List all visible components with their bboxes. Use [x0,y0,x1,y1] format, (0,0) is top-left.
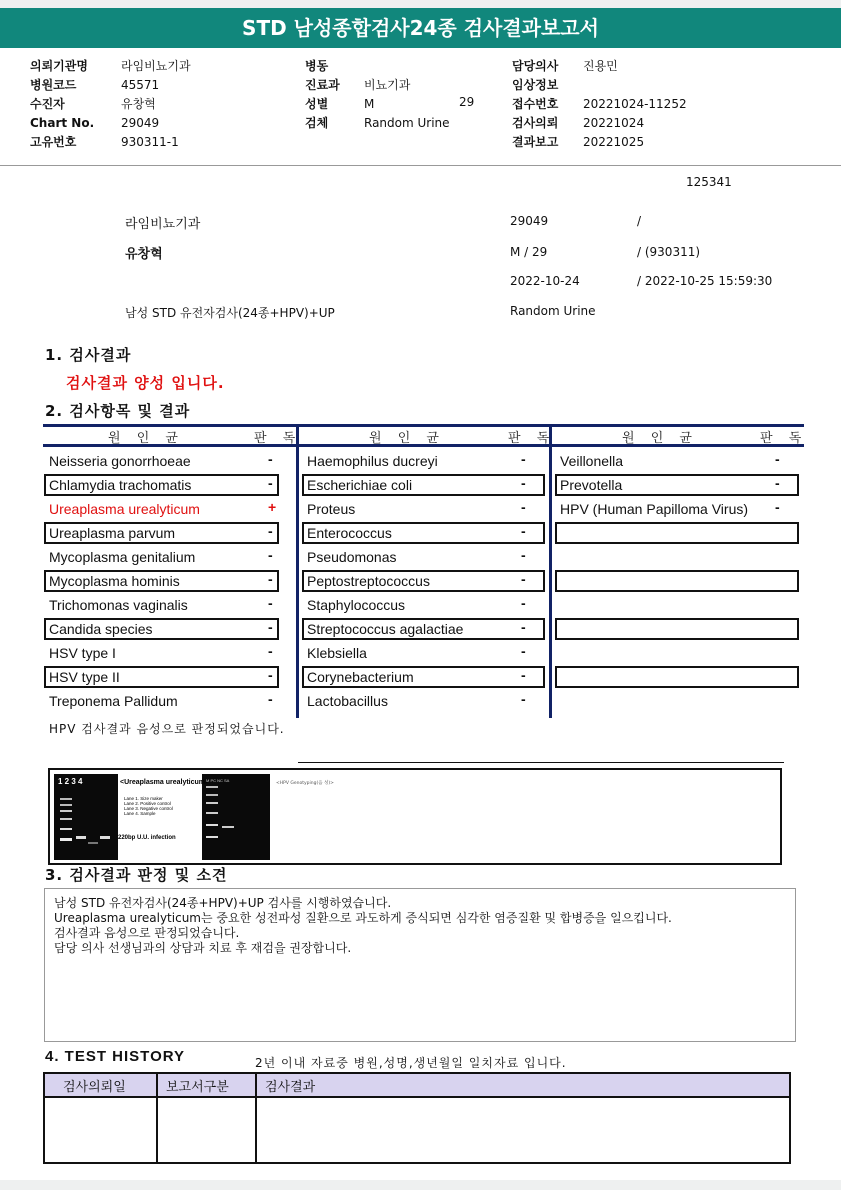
gel-lanes2-label: M PC NC SA [206,778,230,783]
label-specimen: 검체 [305,116,329,130]
pathogen-name: Lactobacillus [307,693,388,709]
label-sex: 성별 [305,97,329,111]
value-specimen: Random Urine [364,116,450,130]
result-negative: - [775,499,780,515]
history-col-request-date: 검사의뢰일 [44,1073,157,1097]
comment-line-2: Ureaplasma urealyticum는 중요한 성전파성 질환으로 과도하게 증식되면 심각한 염증질환 및 합병증을 일으킵니다. [54,911,672,925]
pathogen-name: Neisseria gonorrhoeae [49,453,191,469]
row-frame [555,666,799,688]
result-negative: - [268,523,273,539]
section2-heading: 2. 검사항목 및 결과 [45,402,191,420]
value-receipt-no: 20221024-11252 [583,97,687,111]
result-negative: - [268,595,273,611]
comment-box [44,888,796,1042]
result-negative: - [521,643,526,659]
label-patient: 수진자 [30,97,65,111]
column-divider-2 [549,424,552,718]
pathogen-name: Klebsiella [307,645,367,661]
gel-band-label: 220bp U.U. infection [118,835,176,841]
history-col-result: 검사결과 [256,1073,790,1097]
summary-report-datetime: / 2022-10-25 15:59:30 [637,274,773,288]
value-request-date: 20221024 [583,116,645,130]
section1-heading: 1. 검사결과 [45,346,132,364]
label-unique-id: 고유번호 [30,135,77,149]
summary-test-name: 남성 STD 유전자검사(24종+HPV)+UP [125,306,335,320]
pathogen-name: Pseudomonas [307,549,397,565]
value-ward [364,57,450,76]
result-negative: - [521,499,526,515]
pathogen-name: Mycoplasma hominis [49,573,180,589]
result-negative: - [268,619,273,635]
gel-hpv-label: <HPV Genotyping(음 성)> [276,781,334,786]
result-negative: - [521,475,526,491]
gel-panel-1 [54,774,118,860]
label-ward: 병동 [305,59,329,73]
gel-electrophoresis-image [48,768,782,865]
section4-note: 2년 이내 자료중 병원,성명,생년월일 일치자료 입니다. [255,1056,567,1070]
column-divider-1 [296,424,299,718]
section3-heading: 3. 검사결과 판정 및 소견 [45,866,228,884]
gel-image-svg [54,774,778,862]
history-cell [256,1097,790,1163]
col3-header-name: 원 인 균 [622,431,698,446]
pathogen-name: Candida species [49,621,153,637]
result-negative: - [268,451,273,467]
label-clinic: 의뢰기관명 [30,59,88,73]
value-doctor: 진용민 [583,59,618,73]
value-clinical-info [583,76,687,95]
pathogen-name: Mycoplasma genitalium [49,549,196,565]
row-frame [555,522,799,544]
history-col-report-type: 보고서구분 [157,1073,256,1097]
summary-chart: 29049 [510,214,549,228]
label-chart: Chart No. [30,116,95,130]
label-clinical-info: 임상정보 [512,78,559,92]
value-chart: 29049 [121,116,160,130]
value-sex: M [364,97,375,111]
label-report-date: 결과보고 [512,135,559,149]
header-col3-labels [512,57,558,152]
test-history-table [43,1072,791,1164]
result-negative: - [521,571,526,587]
header-col3-values [583,57,687,152]
pathogen-name: Trichomonas vaginalis [49,597,188,613]
result-negative: - [268,643,273,659]
pathogen-name: Prevotella [560,477,623,493]
col2-header-result: 판 독 [508,431,556,446]
pathogen-name: Streptococcus agalactiae [307,621,464,637]
gel-legend-2: Lane 2. Positive control [124,801,171,806]
pathogen-name: Corynebacterium [307,669,414,685]
value-unique-id: 930311-1 [121,135,179,149]
pathogen-name: HSV type I [49,645,116,661]
result-negative: - [268,691,273,707]
summary-clinic: 라임비뇨기과 [125,217,201,232]
header-col1-values [121,57,191,152]
label-receipt-no: 접수번호 [512,97,559,111]
result-negative: - [268,571,273,587]
comment-line-3: 검사결과 음성으로 판정되었습니다. [54,926,240,940]
result-negative: - [268,475,273,491]
report-title: STD 남성종합검사24종 검사결과보고서 [0,8,841,48]
pathogen-name: Escherichiae coli [307,477,413,493]
pathogen-name: Haemophilus ducreyi [307,453,438,469]
row-frame [555,570,799,592]
result-negative: - [521,523,526,539]
value-patient: 유창혁 [121,97,156,111]
label-request-date: 검사의뢰 [512,116,559,130]
gel-legend-1: Lane 1. Size maker [124,796,163,801]
col2-header-name: 원 인 균 [369,431,445,446]
result-negative: - [268,547,273,563]
history-header-row [44,1073,790,1097]
label-doctor: 담당의사 [512,59,559,73]
summary-id: 125341 [686,175,732,189]
history-cell [44,1097,157,1163]
pathogen-name: HPV (Human Papilloma Virus) [560,501,749,517]
pathogen-name: Treponema Pallidum [49,693,178,709]
pathogen-name: Ureaplasma parvum [49,525,176,541]
gel-legend-3: Lane 3. Negative control [124,806,173,811]
pathogen-name: Chlamydia trachomatis [49,477,192,493]
comment-line-1: 남성 STD 유전자검사(24종+HPV)+UP 검사를 시행하였습니다. [54,896,392,910]
summary-sex-age: M / 29 [510,245,548,259]
gel-title: <Ureaplasma urealyticum> [120,779,210,786]
pathogen-name: Ureaplasma urealyticum [49,501,200,517]
pathogen-name: Staphylococcus [307,597,406,613]
result-negative: - [521,451,526,467]
result-negative: - [268,667,273,683]
value-clinic: 라임비뇨기과 [121,59,191,73]
pathogen-name: Peptostreptococcus [307,573,430,589]
summary-name: 유창혁 [125,247,163,262]
summary-slash: / [637,214,642,228]
result-negative: - [775,451,780,467]
pathogen-name: Veillonella [560,453,624,469]
summary-specimen: Random Urine [510,304,596,318]
gel-lanes-label: 1 2 3 4 [58,777,83,786]
value-hospital-code: 45571 [121,78,160,92]
header-col2-values [364,57,450,133]
history-cell [157,1097,256,1163]
result-negative: - [521,667,526,683]
value-department: 비뇨기과 [364,78,411,92]
bottom-strip [0,1180,841,1190]
result-negative: - [521,595,526,611]
result-negative: - [521,691,526,707]
col1-header-name: 원 인 균 [108,431,184,446]
header-col1-labels [30,57,94,152]
section4-heading: 4. TEST HISTORY [45,1048,186,1065]
header-col2-labels [305,57,340,133]
result-negative: - [521,619,526,635]
row-frame [555,618,799,640]
result-negative: - [521,547,526,563]
value-age: 29 [459,95,475,109]
section1-result: 검사결과 양성 입니다. [66,374,225,392]
pathogen-name: Proteus [307,501,356,517]
col1-header-result: 판 독 [254,431,302,446]
top-strip [0,0,841,8]
result-negative: - [775,475,780,491]
comment-line-4: 담당 의사 선생님과의 상담과 치료 후 재검을 권장합니다. [54,941,352,955]
header-divider [0,165,841,166]
hpv-note: HPV 검사결과 음성으로 판정되었습니다. [49,722,285,736]
value-report-date: 20221025 [583,135,645,149]
history-empty-row [44,1097,790,1163]
pathogen-name: HSV type II [49,669,120,685]
summary-request-date: 2022-10-24 [510,274,580,288]
label-department: 진료과 [305,78,340,92]
pathogen-name: Enterococcus [307,525,392,541]
summary-birth: / (930311) [637,245,701,259]
result-positive: + [268,499,277,515]
gel-legend-4: Lane 4. Sample [124,811,156,816]
gel-top-rule [298,762,784,763]
label-hospital-code: 병원코드 [30,78,77,92]
col3-header-result: 판 독 [760,431,808,446]
